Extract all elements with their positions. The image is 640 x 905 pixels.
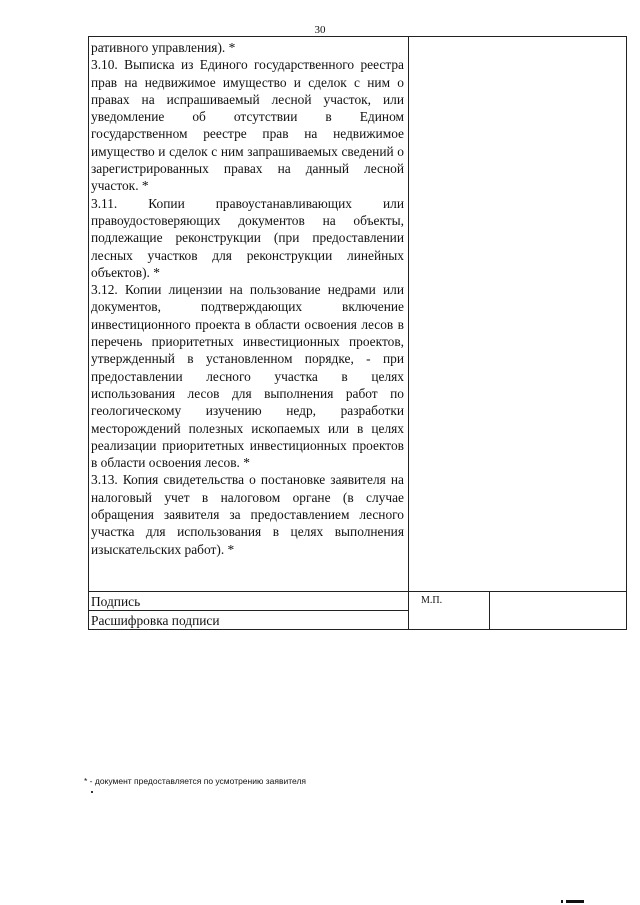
- scan-dot: [91, 791, 93, 793]
- scan-mark: [561, 900, 563, 903]
- list-item: 3.10. Выписка из Единого государственного реестра прав на недвижимое имущество и сделок с ним о правах на испрашиваемый лесной участок, или уведомление об отсутствии в Едином государственном реестре прав на недвижимое имущество и сделок с ним запрашиваемых сведений о зарегистрированных правах на данный лесной участок. *: [91, 57, 404, 194]
- empty-right-cell: [409, 37, 627, 592]
- signature-decoding-label: Расшифровка подписи: [89, 611, 409, 630]
- stamp-cell: М.П.: [409, 592, 490, 630]
- documents-list: [89, 37, 408, 560]
- footnote: * - документ предоставляется по усмотрению заявителя: [84, 776, 307, 786]
- list-item: ративного управления). *: [91, 40, 236, 55]
- list-item: 3.13. Копия свидетельства о постановке заявителя на налоговый учет в налоговом органе (в случае обращения заявителя за предоставлением лесного участка для использования в целях выполнения изыскательских работ). *: [91, 472, 404, 557]
- list-item: 3.11. Копии правоустанавливающих или правоудостоверяющих документов на объекты, подлежащие реконструкции (при предоставлении лесных участков для реконструкции линейных объектов). *: [91, 195, 404, 280]
- signature-label: Подпись: [89, 592, 409, 611]
- documents-list-cell: [89, 37, 409, 592]
- signature-field: [490, 592, 627, 630]
- application-table: [88, 36, 627, 630]
- list-item: 3.12. Копии лицензии на пользование недрами или документов, подтверждающих включение инвестиционного проекта в области освоения лесов в перечень приоритетных инвестиционных проектов, утвержденный в установленном порядке, - при предоставлении лесного участка в целях использования лесов для выполнения работ по геологическому изучению недр, разработки месторождений полезных ископаемых или в целях реализации приоритетных инвестиционных проектов в области освоения лесов. *: [91, 282, 404, 471]
- scan-mark: [566, 900, 584, 903]
- page-number: 30: [314, 24, 326, 36]
